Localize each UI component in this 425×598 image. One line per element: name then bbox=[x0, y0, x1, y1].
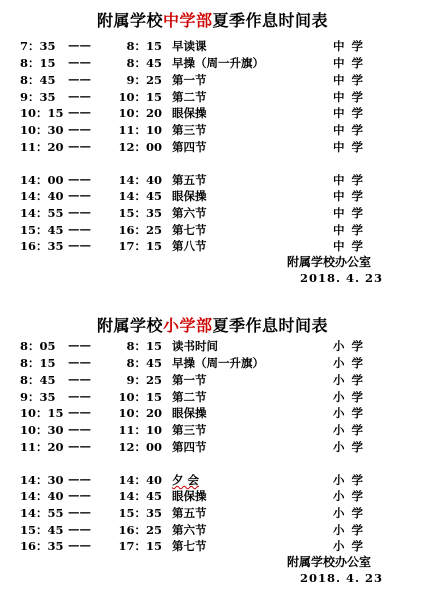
start-time: 8：15 bbox=[20, 56, 56, 70]
middle-date: 2018. 4. 23 bbox=[300, 271, 384, 285]
schedule-row bbox=[0, 405, 425, 421]
period-name: 眼保操 bbox=[172, 489, 207, 503]
department-label: 中学 bbox=[333, 123, 370, 137]
time-separator: —— bbox=[68, 205, 91, 219]
schedule-row bbox=[0, 422, 425, 438]
primary-date: 2018. 4. 23 bbox=[300, 571, 384, 585]
time-separator: —— bbox=[68, 422, 91, 436]
schedule-row bbox=[0, 372, 425, 388]
period-name: 第八节 bbox=[172, 239, 207, 253]
end-time: 17：15 bbox=[118, 539, 162, 553]
primary-title-highlight: 小学部 bbox=[162, 316, 213, 335]
period-name: 早操（周一升旗） bbox=[172, 56, 264, 70]
time-separator: —— bbox=[68, 472, 91, 486]
time-separator: —— bbox=[68, 188, 91, 202]
end-time: 9：25 bbox=[126, 373, 162, 387]
department-label: 小学 bbox=[333, 356, 370, 370]
end-time: 8：15 bbox=[126, 39, 162, 53]
start-time: 11：20 bbox=[20, 140, 64, 154]
end-time: 10：15 bbox=[118, 90, 162, 104]
department-label: 中学 bbox=[333, 223, 370, 237]
start-time: 16：35 bbox=[20, 539, 64, 553]
end-time: 11：10 bbox=[118, 423, 162, 437]
time-separator: —— bbox=[68, 538, 91, 552]
department-label: 中学 bbox=[333, 90, 370, 104]
period-name: 第一节 bbox=[172, 373, 207, 387]
start-time: 9：35 bbox=[20, 90, 56, 104]
end-time: 14：45 bbox=[118, 489, 162, 503]
period-name: 第五节 bbox=[172, 506, 207, 520]
start-time: 8：45 bbox=[20, 373, 56, 387]
time-separator: —— bbox=[68, 55, 91, 69]
schedule-row bbox=[0, 522, 425, 538]
start-time: 8：05 bbox=[20, 339, 56, 353]
start-time: 11：20 bbox=[20, 440, 64, 454]
start-time: 9：35 bbox=[20, 390, 56, 404]
primary-office-signature: 附属学校办公室 bbox=[287, 555, 372, 569]
start-time: 10：30 bbox=[20, 123, 64, 137]
end-time: 8：45 bbox=[126, 56, 162, 70]
department-label: 小学 bbox=[333, 423, 370, 437]
schedule-row bbox=[0, 238, 425, 254]
end-time: 17：15 bbox=[118, 239, 162, 253]
schedule-row bbox=[0, 139, 425, 155]
period-name: 第七节 bbox=[172, 223, 207, 237]
schedule-row bbox=[0, 105, 425, 121]
department-label: 中学 bbox=[333, 140, 370, 154]
period-name: 第二节 bbox=[172, 390, 207, 404]
start-time: 14：55 bbox=[20, 506, 64, 520]
schedule-row bbox=[0, 439, 425, 455]
end-time: 15：35 bbox=[118, 206, 162, 220]
schedule-row bbox=[0, 472, 425, 488]
middle-title-prefix: 附属学校 bbox=[96, 11, 163, 30]
period-name: 眼保操 bbox=[172, 406, 207, 420]
start-time: 7：35 bbox=[20, 39, 56, 53]
department-label: 小学 bbox=[333, 406, 370, 420]
department-label: 中学 bbox=[333, 106, 370, 120]
department-label: 中学 bbox=[333, 239, 370, 253]
middle-school-title bbox=[0, 8, 425, 31]
department-label: 中学 bbox=[333, 173, 370, 187]
department-label: 中学 bbox=[333, 206, 370, 220]
period-name: 第四节 bbox=[172, 440, 207, 454]
end-time: 15：35 bbox=[118, 506, 162, 520]
time-separator: —— bbox=[68, 338, 91, 352]
time-separator: —— bbox=[68, 505, 91, 519]
end-time: 12：00 bbox=[118, 440, 162, 454]
end-time: 8：15 bbox=[126, 339, 162, 353]
end-time: 12：00 bbox=[118, 140, 162, 154]
period-name: 第一节 bbox=[172, 73, 207, 87]
end-time: 11：10 bbox=[118, 123, 162, 137]
time-separator: —— bbox=[68, 389, 91, 403]
start-time: 8：45 bbox=[20, 73, 56, 87]
start-time: 8：15 bbox=[20, 356, 56, 370]
middle-office-signature: 附属学校办公室 bbox=[287, 255, 372, 269]
end-time: 14：45 bbox=[118, 189, 162, 203]
period-name: 第六节 bbox=[172, 523, 207, 537]
department-label: 中学 bbox=[333, 189, 370, 203]
start-time: 15：45 bbox=[20, 223, 64, 237]
start-time: 10：30 bbox=[20, 423, 64, 437]
department-label: 小学 bbox=[333, 523, 370, 537]
time-separator: —— bbox=[68, 139, 91, 153]
end-time: 14：40 bbox=[118, 173, 162, 187]
time-separator: —— bbox=[68, 122, 91, 136]
middle-title-highlight: 中学部 bbox=[162, 11, 213, 30]
schedule-row bbox=[0, 488, 425, 504]
department-label: 中学 bbox=[333, 73, 370, 87]
department-label: 小学 bbox=[333, 339, 370, 353]
schedule-row bbox=[0, 389, 425, 405]
department-label: 小学 bbox=[333, 489, 370, 503]
time-separator: —— bbox=[68, 89, 91, 103]
period-name: 早读课 bbox=[172, 39, 207, 53]
start-time: 14：30 bbox=[20, 473, 64, 487]
end-time: 10：15 bbox=[118, 390, 162, 404]
time-separator: —— bbox=[68, 405, 91, 419]
period-name: 读书时间 bbox=[172, 339, 218, 353]
end-time: 16：25 bbox=[118, 223, 162, 237]
period-name: 第四节 bbox=[172, 140, 207, 154]
schedule-row bbox=[0, 188, 425, 204]
schedule-row bbox=[0, 355, 425, 371]
time-separator: —— bbox=[68, 488, 91, 502]
schedule-row bbox=[0, 55, 425, 71]
primary-school-title bbox=[0, 313, 425, 336]
start-time: 14：55 bbox=[20, 206, 64, 220]
schedule-row bbox=[0, 222, 425, 238]
department-label: 小学 bbox=[333, 390, 370, 404]
period-name: 第三节 bbox=[172, 423, 207, 437]
end-time: 16：25 bbox=[118, 523, 162, 537]
schedule-row bbox=[0, 205, 425, 221]
start-time: 15：45 bbox=[20, 523, 64, 537]
time-separator: —— bbox=[68, 439, 91, 453]
time-separator: —— bbox=[68, 222, 91, 236]
department-label: 小学 bbox=[333, 539, 370, 553]
period-name: 夕 会 bbox=[172, 473, 200, 487]
start-time: 14：00 bbox=[20, 173, 64, 187]
period-name: 早操（周一升旗） bbox=[172, 356, 264, 370]
schedule-row bbox=[0, 89, 425, 105]
department-label: 小学 bbox=[333, 373, 370, 387]
time-separator: —— bbox=[68, 72, 91, 86]
end-time: 10：20 bbox=[118, 106, 162, 120]
start-time: 10：15 bbox=[20, 106, 64, 120]
period-name: 第六节 bbox=[172, 206, 207, 220]
time-separator: —— bbox=[68, 355, 91, 369]
start-time: 16：35 bbox=[20, 239, 64, 253]
department-label: 中学 bbox=[333, 56, 370, 70]
period-name: 眼保操 bbox=[172, 106, 207, 120]
department-label: 小学 bbox=[333, 506, 370, 520]
middle-title-suffix: 夏季作息时间表 bbox=[212, 11, 329, 30]
time-separator: —— bbox=[68, 172, 91, 186]
time-separator: —— bbox=[68, 238, 91, 252]
start-time: 14：40 bbox=[20, 489, 64, 503]
time-separator: —— bbox=[68, 38, 91, 52]
end-time: 9：25 bbox=[126, 73, 162, 87]
period-name: 第五节 bbox=[172, 173, 207, 187]
schedule-row bbox=[0, 338, 425, 354]
period-name: 第三节 bbox=[172, 123, 207, 137]
time-separator: —— bbox=[68, 372, 91, 386]
time-separator: —— bbox=[68, 105, 91, 119]
start-time: 10：15 bbox=[20, 406, 64, 420]
time-separator: —— bbox=[68, 522, 91, 536]
period-name: 第七节 bbox=[172, 539, 207, 553]
primary-title-prefix: 附属学校 bbox=[96, 316, 163, 335]
period-name: 眼保操 bbox=[172, 189, 207, 203]
department-label: 小学 bbox=[333, 473, 370, 487]
schedule-row bbox=[0, 72, 425, 88]
schedule-row bbox=[0, 505, 425, 521]
end-time: 14：40 bbox=[118, 473, 162, 487]
end-time: 8：45 bbox=[126, 356, 162, 370]
schedule-row bbox=[0, 38, 425, 54]
primary-title-suffix: 夏季作息时间表 bbox=[212, 316, 329, 335]
schedule-row bbox=[0, 538, 425, 554]
department-label: 小学 bbox=[333, 440, 370, 454]
period-name: 第二节 bbox=[172, 90, 207, 104]
schedule-row bbox=[0, 172, 425, 188]
start-time: 14：40 bbox=[20, 189, 64, 203]
schedule-row bbox=[0, 122, 425, 138]
end-time: 10：20 bbox=[118, 406, 162, 420]
department-label: 中学 bbox=[333, 39, 370, 53]
